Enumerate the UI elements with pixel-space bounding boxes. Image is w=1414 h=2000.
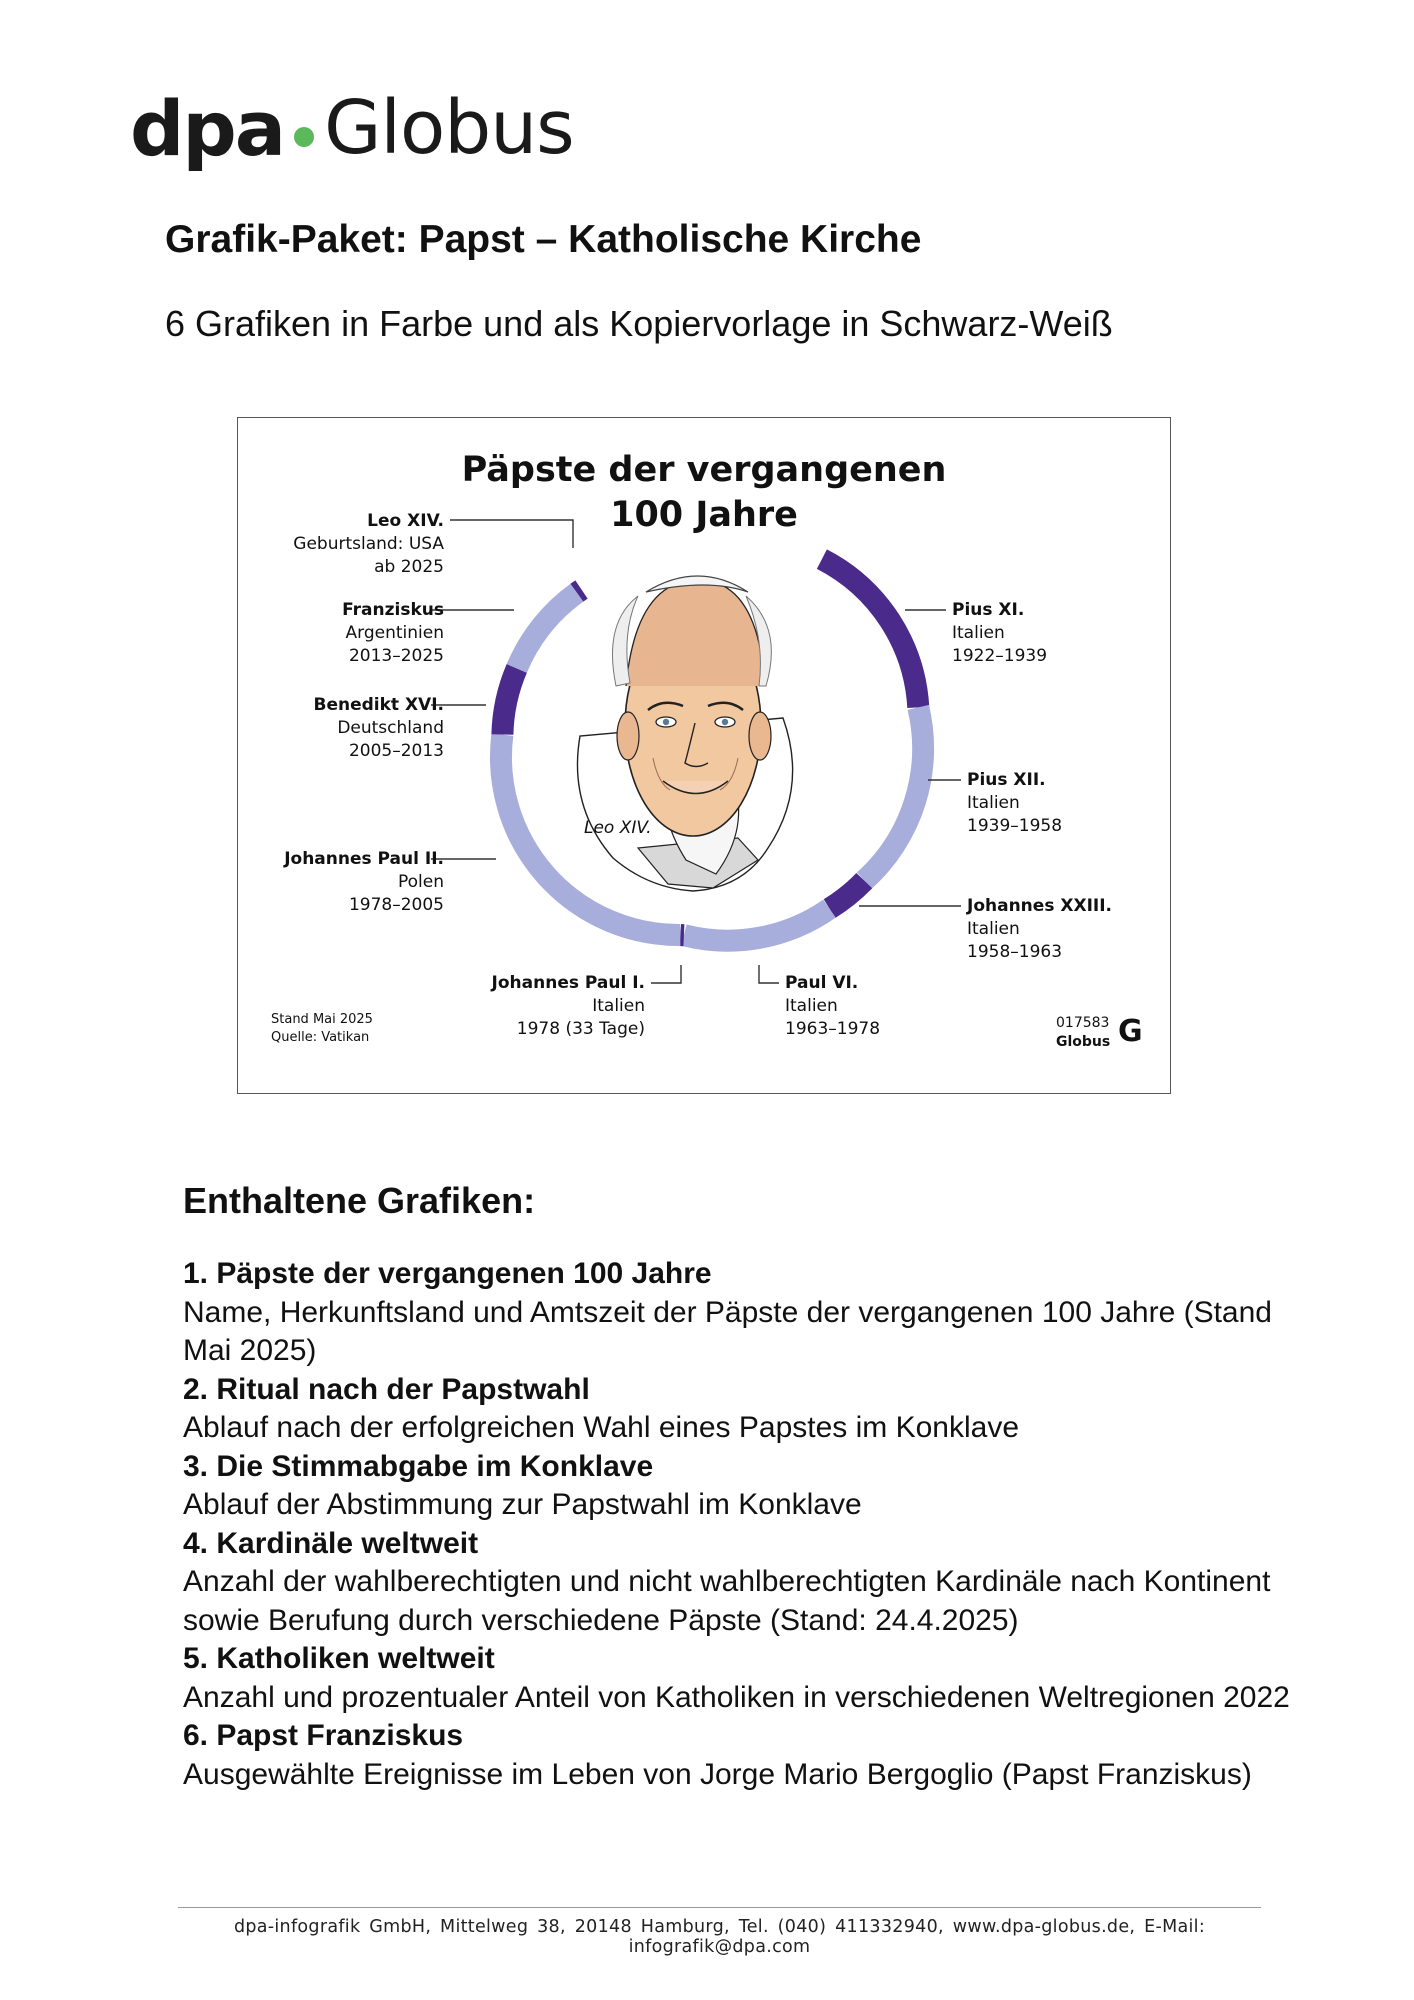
ring-segment-johannes-xxiii <box>830 881 865 909</box>
pope-period: 1958–1963 <box>967 942 1063 962</box>
pope-label-johannes-xxiii <box>967 895 1163 964</box>
contents-list <box>183 1255 1323 1794</box>
item-title: 5. Katholiken weltweit <box>183 1642 495 1675</box>
dpa-globus-logo <box>130 78 574 178</box>
pope-name: Benedikt XVI. <box>313 695 444 715</box>
item-title: 1. Päpste der vergangenen 100 Jahre <box>183 1257 712 1290</box>
pope-period: 1939–1958 <box>967 816 1063 836</box>
pope-label-leo-xiv <box>258 510 444 579</box>
list-item <box>183 1371 1323 1448</box>
pope-label-pius-xii <box>967 769 1157 838</box>
item-description: Anzahl und prozentualer Anteil von Katholiken in verschiedenen Weltregionen 2022 <box>183 1680 1290 1714</box>
item-description: Name, Herkunftsland und Amtszeit der Päpste der vergangenen 100 Jahre (Stand Mai 2025) <box>183 1295 1272 1367</box>
page-title: Grafik-Paket: Papst – Katholische Kirche <box>165 218 922 261</box>
pope-period: 1963–1978 <box>785 1019 881 1039</box>
pope-name: Pius XII. <box>967 770 1046 790</box>
pope-period: 2005–2013 <box>348 741 444 761</box>
pope-label-johannes-paul-ii <box>258 848 444 917</box>
list-item <box>183 1717 1323 1794</box>
item-description: Ablauf der Abstimmung zur Papstwahl im Konklave <box>183 1488 862 1521</box>
graphic-title-line-2: 100 Jahre <box>610 495 798 535</box>
pope-country: Italien <box>967 919 1020 939</box>
contents-heading: Enthaltene Grafiken: <box>183 1180 536 1221</box>
pope-name: Johannes Paul II. <box>284 849 444 869</box>
ring-segment-leo-xiv <box>577 590 582 593</box>
pope-name: Franziskus <box>342 600 444 620</box>
logo-dot-icon <box>294 127 314 147</box>
page-subtitle: 6 Grafiken in Farbe und als Kopiervorlage in Schwarz-Weiß <box>165 303 1113 344</box>
pope-country: Italien <box>952 623 1005 643</box>
list-item <box>183 1255 1323 1371</box>
pope-name: Johannes XXIII. <box>967 896 1112 916</box>
pope-country: Polen <box>397 872 444 892</box>
graphic-code: 017583 <box>1056 1015 1110 1031</box>
popes-graphic <box>237 417 1171 1094</box>
list-item <box>183 1448 1323 1525</box>
item-title: 4. Kardinäle weltweit <box>183 1526 479 1560</box>
ring-segment-pius-xi <box>822 559 918 707</box>
pope-name: Paul VI. <box>785 973 859 993</box>
portrait-caption: Leo XIV. <box>584 818 652 838</box>
ring-segment-pius-xii <box>864 707 923 880</box>
item-description: Anzahl der wahlberechtigten und nicht wahlberechtigten Kardinäle nach Kontinent sowie Berufung durch verschiedene Päpste (Stand: 24.4.2025) <box>183 1565 1271 1637</box>
leader-line-paul-vi <box>759 965 779 983</box>
item-title: 2. Ritual nach der Papstwahl <box>183 1372 590 1406</box>
pope-country: Italien <box>967 793 1020 813</box>
item-title: 6. Papst Franziskus <box>183 1719 464 1752</box>
pope-label-franziskus <box>258 599 444 668</box>
pope-label-pius-xi <box>952 599 1152 668</box>
pope-period: ab 2025 <box>374 557 444 577</box>
graphic-title <box>418 448 990 538</box>
pope-country: Deutschland <box>337 718 444 738</box>
footer-contact: dpa-infografik GmbH, Mittelweg 38, 20148 Hamburg, Tel. (040) 411332940, www.dpa-globus.de, E-Mail: infografik@dpa.com <box>233 1917 1206 1957</box>
list-item <box>183 1640 1323 1717</box>
leader-line-johannes-paul-i <box>651 965 681 983</box>
pope-label-johannes-paul-i <box>433 972 645 1041</box>
pope-name: Pius XI. <box>952 600 1025 620</box>
pope-period: 1978–2005 <box>348 895 444 915</box>
list-item <box>183 1525 1323 1641</box>
item-description: Ausgewählte Ereignisse im Leben von Jorge Mario Bergoglio (Papst Franziskus) <box>183 1757 1252 1791</box>
pope-period: 2013–2025 <box>348 646 444 666</box>
pope-label-paul-vi <box>785 972 945 1041</box>
item-description: Ablauf nach der erfolgreichen Wahl eines Papstes im Konklave <box>183 1411 1020 1444</box>
pope-country: Italien <box>592 996 645 1016</box>
pope-label-benedikt-xvi <box>258 694 444 763</box>
pope-period: 1978 (33 Tage) <box>516 1019 645 1039</box>
logo-globus-text: Globus <box>324 85 574 171</box>
pope-period: 1922–1939 <box>952 646 1048 666</box>
graphic-credit <box>1056 1014 1110 1052</box>
graphic-source: Quelle: Vatikan <box>271 1030 370 1045</box>
pope-name: Johannes Paul I. <box>491 973 645 993</box>
item-title: 3. Die Stimmabgabe im Konklave <box>183 1449 654 1483</box>
footer-divider <box>178 1907 1261 1908</box>
graphic-title-line-1: Päpste der vergangenen <box>461 450 947 490</box>
ring-segment-paul-vi <box>684 909 830 941</box>
pope-portrait-illustration <box>577 576 792 891</box>
ring-segment-benedikt-xvi <box>502 668 516 734</box>
pope-country: Geburtsland: USA <box>293 534 444 554</box>
pope-country: Italien <box>785 996 838 1016</box>
globus-g-icon: G <box>1118 1014 1143 1049</box>
logo-dpa-text: dpa <box>130 83 285 173</box>
ring-segment-franziskus <box>517 593 577 669</box>
pope-country: Argentinien <box>345 623 444 643</box>
graphic-brand: Globus <box>1056 1034 1111 1050</box>
graphic-stand: Stand Mai 2025 <box>271 1012 373 1027</box>
pope-name: Leo XIV. <box>367 511 444 531</box>
